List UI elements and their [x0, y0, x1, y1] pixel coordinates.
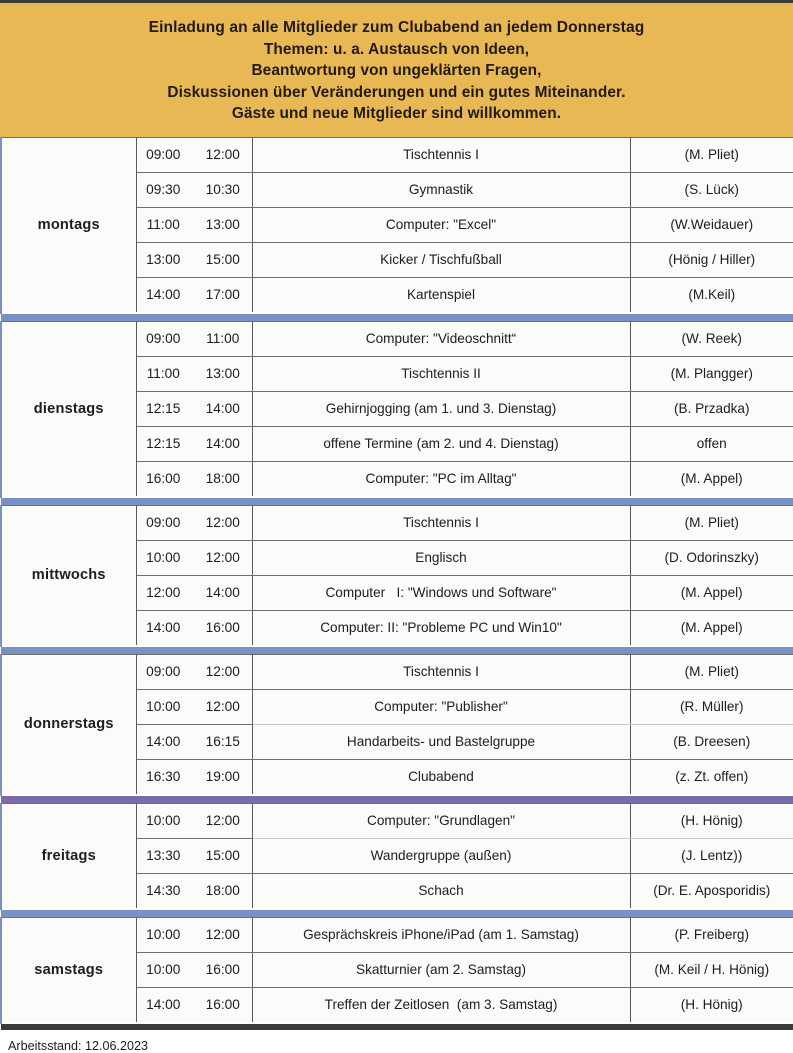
- leader-cell: (D. Odorinszky): [630, 540, 793, 575]
- activity-cell: Englisch: [252, 540, 630, 575]
- activity-cell: Kartenspiel: [252, 277, 630, 313]
- table-row: [1, 505, 793, 540]
- leader-cell: (H. Hönig): [630, 803, 793, 838]
- banner-line-1: Einladung an alle Mitglieder zum Clubabend an jedem Donnerstag: [148, 19, 645, 36]
- leader-cell: (R. Müller): [630, 689, 793, 724]
- day-separator-bar: [1, 795, 793, 804]
- activity-cell: Handarbeits- und Bastelgruppe: [252, 724, 630, 759]
- day-label-mittwochs: mittwochs: [1, 505, 136, 646]
- end-time-cell: 10:30: [192, 172, 252, 207]
- end-time-cell: 18:00: [192, 873, 252, 909]
- banner-line-3: Beantwortung von ungeklärten Fragen,: [251, 62, 542, 79]
- end-time-cell: 12:00: [192, 654, 252, 689]
- leader-cell: (H. Hönig): [630, 987, 793, 1023]
- start-time-cell: 09:30: [136, 172, 192, 207]
- end-time-cell: 12:00: [192, 917, 252, 952]
- day-separator: [1, 909, 793, 918]
- table-row: [1, 137, 793, 172]
- start-time-cell: 12:15: [136, 426, 192, 461]
- table-row: [1, 654, 793, 689]
- leader-cell: (M. Pliet): [630, 654, 793, 689]
- leader-cell: (Dr. E. Aposporidis): [630, 873, 793, 909]
- end-time-cell: 14:00: [192, 391, 252, 426]
- end-time-cell: 16:00: [192, 952, 252, 987]
- activity-cell: Treffen der Zeitlosen (am 3. Samstag): [252, 987, 630, 1023]
- leader-cell: (M.Keil): [630, 277, 793, 313]
- end-time-cell: 12:00: [192, 689, 252, 724]
- activity-cell: Schach: [252, 873, 630, 909]
- leader-cell: (z. Zt. offen): [630, 759, 793, 795]
- activity-cell: Computer: "PC im Alltag": [252, 461, 630, 497]
- activity-cell: Kicker / Tischfußball: [252, 242, 630, 277]
- leader-cell: (W.Weidauer): [630, 207, 793, 242]
- leader-cell: (S. Lück): [630, 172, 793, 207]
- end-time-cell: 11:00: [192, 321, 252, 356]
- day-label-donnerstags: donnerstags: [1, 654, 136, 795]
- banner-line-2: Themen: u. a. Austausch von Ideen,: [263, 40, 530, 58]
- leader-cell: (P. Freiberg): [630, 917, 793, 952]
- activity-cell: Computer: "Grundlagen": [252, 803, 630, 838]
- start-time-cell: 09:00: [136, 505, 192, 540]
- table-row: [1, 321, 793, 356]
- start-time-cell: 16:30: [136, 759, 192, 795]
- start-time-cell: 14:00: [136, 277, 192, 313]
- weekly-schedule-table: [0, 137, 793, 1030]
- banner-line-4: Diskussionen über Veränderungen und ein gutes Miteinander.: [167, 83, 626, 101]
- leader-cell: (W. Reek): [630, 321, 793, 356]
- day-label-montags: montags: [1, 137, 136, 313]
- activity-cell: Computer: "Excel": [252, 207, 630, 242]
- leader-cell: (M. Appel): [630, 461, 793, 497]
- day-separator-bar: [1, 497, 793, 506]
- start-time-cell: 14:30: [136, 873, 192, 909]
- start-time-cell: 14:00: [136, 610, 192, 646]
- end-time-cell: 13:00: [192, 356, 252, 391]
- start-time-cell: 11:00: [136, 207, 192, 242]
- activity-cell: Computer: "Videoschnitt“: [252, 321, 630, 356]
- end-time-cell: 12:00: [192, 540, 252, 575]
- start-time-cell: 13:30: [136, 838, 192, 873]
- start-time-cell: 10:00: [136, 803, 192, 838]
- banner-line-5: Gäste und neue Mitglieder sind willkommen.: [231, 105, 562, 122]
- activity-cell: Skatturnier (am 2. Samstag): [252, 952, 630, 987]
- end-time-cell: 15:00: [192, 242, 252, 277]
- end-time-cell: 12:00: [192, 803, 252, 838]
- leader-cell: (M. Pliet): [630, 505, 793, 540]
- day-separator: [1, 497, 793, 506]
- end-time-cell: 19:00: [192, 759, 252, 795]
- day-separator-bar: [1, 313, 793, 322]
- activity-cell: Tischtennis II: [252, 356, 630, 391]
- leader-cell: (M. Appel): [630, 575, 793, 610]
- table-row: [1, 917, 793, 952]
- invitation-banner: [0, 0, 793, 137]
- activity-cell: Gymnastik: [252, 172, 630, 207]
- end-time-cell: 16:15: [192, 724, 252, 759]
- end-time-cell: 18:00: [192, 461, 252, 497]
- start-time-cell: 10:00: [136, 689, 192, 724]
- start-time-cell: 14:00: [136, 724, 192, 759]
- activity-cell: Tischtennis I: [252, 137, 630, 172]
- end-time-cell: 14:00: [192, 575, 252, 610]
- end-time-cell: 12:00: [192, 505, 252, 540]
- start-time-cell: 09:00: [136, 321, 192, 356]
- leader-cell: (B. Dreesen): [630, 724, 793, 759]
- activity-cell: Computer I: "Windows und Software": [252, 575, 630, 610]
- activity-cell: offene Termine (am 2. und 4. Dienstag): [252, 426, 630, 461]
- start-time-cell: 12:15: [136, 391, 192, 426]
- day-separator-bar: [1, 909, 793, 918]
- start-time-cell: 11:00: [136, 356, 192, 391]
- day-separator: [1, 313, 793, 322]
- day-separator: [1, 795, 793, 804]
- leader-cell: (M. Keil / H. Hönig): [630, 952, 793, 987]
- day-label-samstags: samstags: [1, 917, 136, 1023]
- end-time-cell: 17:00: [192, 277, 252, 313]
- leader-cell: offen: [630, 426, 793, 461]
- leader-cell: (J. Lentz)): [630, 838, 793, 873]
- leader-cell: (B. Przadka): [630, 391, 793, 426]
- day-separator-bar: [1, 646, 793, 655]
- table-row: [1, 803, 793, 838]
- start-time-cell: 10:00: [136, 952, 192, 987]
- activity-cell: Computer: II: "Probleme PC und Win10": [252, 610, 630, 646]
- day-separator: [1, 646, 793, 655]
- status-footer: Arbeitsstand: 12.06.2023: [8, 1038, 149, 1053]
- start-time-cell: 16:00: [136, 461, 192, 497]
- leader-cell: (M. Appel): [630, 610, 793, 646]
- leader-cell: (M. Pliet): [630, 137, 793, 172]
- end-time-cell: 16:00: [192, 987, 252, 1023]
- end-time-cell: 12:00: [192, 137, 252, 172]
- activity-cell: Clubabend: [252, 759, 630, 795]
- start-time-cell: 09:00: [136, 137, 192, 172]
- end-time-cell: 16:00: [192, 610, 252, 646]
- end-time-cell: 14:00: [192, 426, 252, 461]
- activity-cell: Gehirnjogging (am 1. und 3. Dienstag): [252, 391, 630, 426]
- activity-cell: Tischtennis I: [252, 505, 630, 540]
- end-time-cell: 13:00: [192, 207, 252, 242]
- activity-cell: Computer: "Publisher": [252, 689, 630, 724]
- activity-cell: Wandergruppe (außen): [252, 838, 630, 873]
- start-time-cell: 10:00: [136, 540, 192, 575]
- start-time-cell: 13:00: [136, 242, 192, 277]
- leader-cell: (Hönig / Hiller): [630, 242, 793, 277]
- schedule-body: [1, 137, 793, 1030]
- start-time-cell: 12:00: [136, 575, 192, 610]
- activity-cell: Tischtennis I: [252, 654, 630, 689]
- activity-cell: Gesprächskreis iPhone/iPad (am 1. Samstag): [252, 917, 630, 952]
- leader-cell: (M. Plangger): [630, 356, 793, 391]
- day-label-dienstags: dienstags: [1, 321, 136, 497]
- day-label-freitags: freitags: [1, 803, 136, 909]
- end-time-cell: 15:00: [192, 838, 252, 873]
- start-time-cell: 10:00: [136, 917, 192, 952]
- start-time-cell: 14:00: [136, 987, 192, 1023]
- start-time-cell: 09:00: [136, 654, 192, 689]
